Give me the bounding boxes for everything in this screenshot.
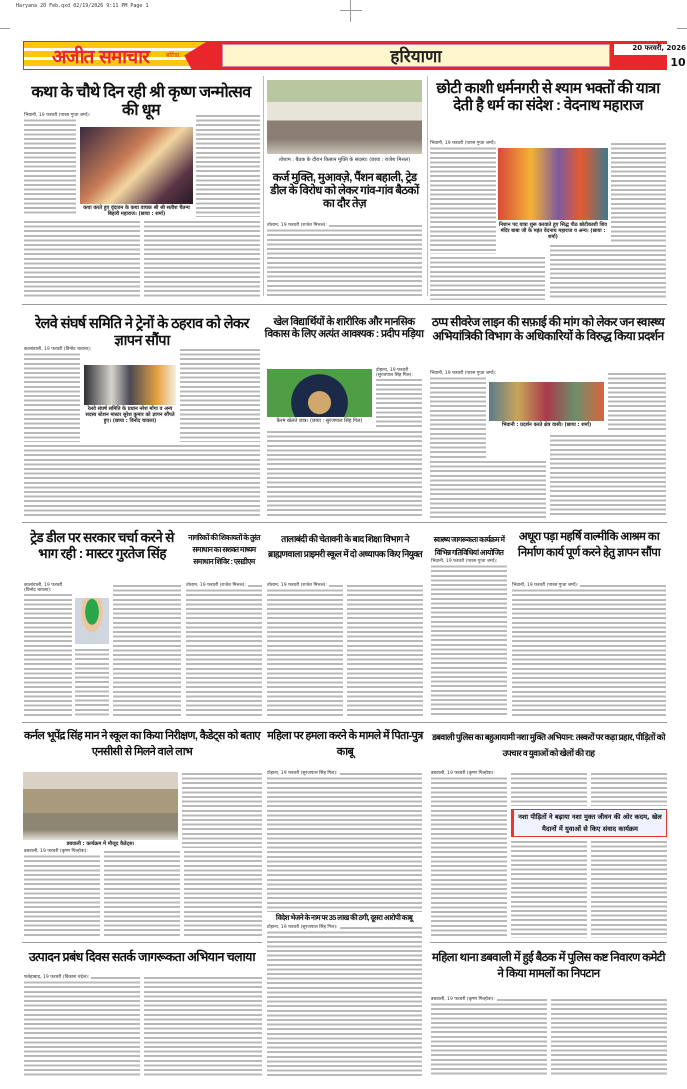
photo-caption: तोशाम : बैठक के दौरान किसान मुक्ति के सदस्य। (छाया : राजेश मित्तल) [267,157,422,164]
headline: ट्रेड डील पर सरकार चर्चा करने से भाग रही : मास्टर गुरतेज सिंह [30,530,174,561]
body-text [430,142,496,254]
photo-caption: कैरम खेलते छात्र। (छाया : सुरजपाल सिंह गिल) [267,418,372,425]
headline: ठप्प सीवरेज लाइन की सफ़ाई की मांग को लेकर जन स्वास्थ्य अभियांत्रिकी विभाग के अधिकारियों के विरुद्ध किया प्रदर्शन [431,315,665,343]
photo-caption: डबवाली : कार्यक्रम में मौजूद कैडेट्स। [23,841,178,848]
photo-katha [80,127,193,204]
dateline: भिवानी, 19 फरवरी (पारस गुप्ता शर्मा): [512,583,579,588]
body-text [144,220,260,298]
dateline: तोशाम, 19 फरवरी (राजेश मित्तल): [267,583,328,588]
body-text [24,114,76,214]
body-text [267,772,422,912]
headline: रेलवे संघर्ष समिति ने ट्रेनों के ठहराव को लेकर ज्ञापन सौंपा [35,316,249,349]
section-divider [22,304,667,305]
dateline: भिवानी, 19 फरवरी (पारस गुप्ता शर्मा): [430,141,497,146]
dateline: कालांवाली, 19 फरवरी (विनोद चावला): [24,584,72,593]
headline: खेल विद्यार्थियों के शारीरिक और मानसिक विकास के लिए अत्यंत आवश्यक : प्रदीप मड़िया [264,316,424,341]
body-text [180,348,260,442]
body-text [347,584,423,716]
column-divider [263,76,264,296]
body-text [267,430,422,518]
body-text [551,998,667,1076]
body-text [267,584,343,716]
dateline: फतेहाबाद, 19 फरवरी (विकास चंदेल): [24,975,90,980]
section-divider [22,942,262,943]
crop-mark [0,28,10,29]
dateline: तोशाम, 19 फरवरी (राजेश मित्तल): [267,223,328,228]
photo-ncc-cadets [23,772,178,840]
body-text [591,840,667,938]
dateline: डबवाली, 19 फरवरी (कृष्ण गिल्होत्रा): [431,772,507,777]
photo-caption: रेलवे संघर्ष समिति के प्रधान नरेश मोंगा व अन्य सदस्य स्टेशन मास्टर सुरेश कुमार को ज्ञापन सौंपते हुए। (छाया : विनोद चावला) [84,406,176,431]
body-text [75,648,109,716]
photo-memorandum [84,365,176,405]
body-text [430,460,546,518]
headline: अधूरा पड़ा महर्षि वाल्मीकि आश्रम का निर्माण कार्य पूर्ण करने हेतु ज्ञापन सौंपा [517,531,661,559]
headline: स्वास्थ्य जागरूकता कार्यक्रम में विभिन्न गतिविधियां आयोजित [433,535,505,557]
body-text [430,256,545,300]
body-text [24,220,140,298]
body-text [431,560,507,716]
body-text [608,372,666,432]
headline: विदेश भेजने के नाम पर 35 लाख की ठगी, दूसरा आरोपी काबू [275,913,413,922]
body-text [511,840,587,938]
dateline: टोहाना, 19 फरवरी (सुरजपाल सिंह गिल): [267,771,338,776]
body-text [24,444,260,516]
body-text [511,772,587,806]
body-text [144,976,262,1076]
photo-yatra [498,148,608,220]
body-text [24,850,100,938]
dateline: भिवानी, 19 फरवरी (पारस गुप्ता शर्मा): [431,560,507,565]
edition-city: बठिंडा [166,52,180,59]
crop-mark [340,10,362,11]
section-divider [22,522,667,523]
body-text [430,372,486,458]
print-slug: Haryana 20 Feb.qxd 02/19/2026 9:11 PM Page 1 [16,3,149,9]
body-text [431,772,507,938]
photo-protest [489,382,604,421]
body-text [24,976,140,1076]
body-text [186,584,262,716]
body-text [550,434,666,518]
newspaper-logo: अजीत समाचार [52,46,149,68]
body-text [24,584,72,716]
headline: महिला थाना डबवाली में हुई बैठक में पुलिस कष्ट निवारण कमेटी ने किया मामलों का निपटान [432,952,665,981]
body-text [184,850,262,938]
headline: तालाबंदी की चेतावनी के बाद शिक्षा विभाग ने ब्राह्मणवाला प्राइमरी स्कूल में दो अध्यापक किए नियुक्त [267,534,423,560]
dateline: तोशाम, 19 फरवरी (राजेश मित्तल): [186,583,247,588]
issue-date: 20 फरवरी, 2026 [614,44,687,55]
body-text [182,772,262,848]
body-text [104,850,180,938]
photo-caption: भिवानी : प्रदर्शन करते क्षेत्र वासी। (छाया : शर्मा) [489,422,604,429]
body-text [24,348,80,442]
page-number: 10 [668,56,687,69]
headline: कर्नल भूपेंद्र सिंह मान ने स्कूल का किया निरीक्षण, कैडेट्स को बताए एनसीसी से मिलने वाले लाभ [24,730,260,758]
crop-mark [350,0,351,22]
body-text [267,224,422,298]
photo-farmers-meeting [267,80,422,154]
dateline: भिवानी, 19 फरवरी (पारस गुप्ता शर्मा): [24,113,91,118]
photo-gurtej-singh [75,598,109,644]
dateline: डबवाली, 19 फरवरी (कृष्ण गिल्होत्रा): [24,850,100,855]
headline: कथा के चौथे दिन रही श्री कृष्ण जन्मोत्सव की धूम [31,84,251,120]
body-text [196,114,260,217]
body-text [591,772,667,806]
dateline: कालांवाली, 19 फरवरी (विनोद चावला): [24,347,92,352]
highlight-box: नशा पीड़ितों ने बढ़ाया नशा मुक्त जीवन की ओर कदम, खेल मैदानों में युवाओं से किए संवाद कार्यक्रम [511,809,667,837]
headline: नागरिकों की शिकायतों के तुरंत समाधान का सशक्त माध्यम समाधान शिविर : एसडीएम [188,533,260,566]
crop-mark [677,28,687,29]
body-text [512,584,666,716]
photo-carrom [267,369,372,417]
section-divider [430,942,667,943]
dateline: भिवानी, 19 फरवरी (पारस गुप्ता शर्मा): [430,371,497,376]
body-text [550,244,666,300]
headline: महिला पर हमला करने के मामले में पिता-पुत्र काबू [267,730,423,758]
body-text [113,584,181,716]
headline: उत्पादन प्रबंध दिवस सतर्क जागरूकता अभियान चलाया [28,950,256,964]
section-title: हरियाणा [222,44,610,67]
headline: डबवाली पुलिस का बहुआयामी नशा मुक्ति अभियान: तस्करों पर कड़ा प्रहार, पीड़ितों को उपचार व युवाओं को खेलों की राह [432,732,665,759]
headline: छोटी काशी धर्मनगरी से श्याम भक्तों की यात्रा देती है धर्म का संदेश : वेदनाथ महाराज [436,80,660,115]
photo-caption: निशान पद यात्रा शुरू करवाते हुए सिद्ध पीठ छोटीकाशी शिव मंदिर बाबा जी के महंत वेदनाथ महाराज व अन्य। (छाया : शर्मा) [498,222,608,240]
column-divider [427,76,428,296]
headline: कर्ज मुक्ति, मुआवज़े, पैंशन बहाली, ट्रेड डील के विरोध को लेकर गांव-गांव बैठकों का दौर तेज़ [270,172,419,211]
body-text [267,926,422,1076]
body-text [611,142,666,242]
masthead [23,41,686,70]
dateline: टोहाना, 19 फरवरी (सुरजपाल सिंह गिल): [376,369,422,378]
dateline: डबवाली, 19 फरवरी (कृष्ण गिल्होत्रा): [431,997,495,1002]
photo-caption: कथा करते हुए वृंदावन के कथा वाचक श्री श्री सतीश चैतन्य बिहारी महाराज। (छाया : शर्मा) [80,205,193,217]
dateline: टोहाना, 19 फरवरी (सुरजपाल सिंह गिल): [267,925,338,930]
body-text [431,998,547,1076]
section-divider [22,722,667,723]
